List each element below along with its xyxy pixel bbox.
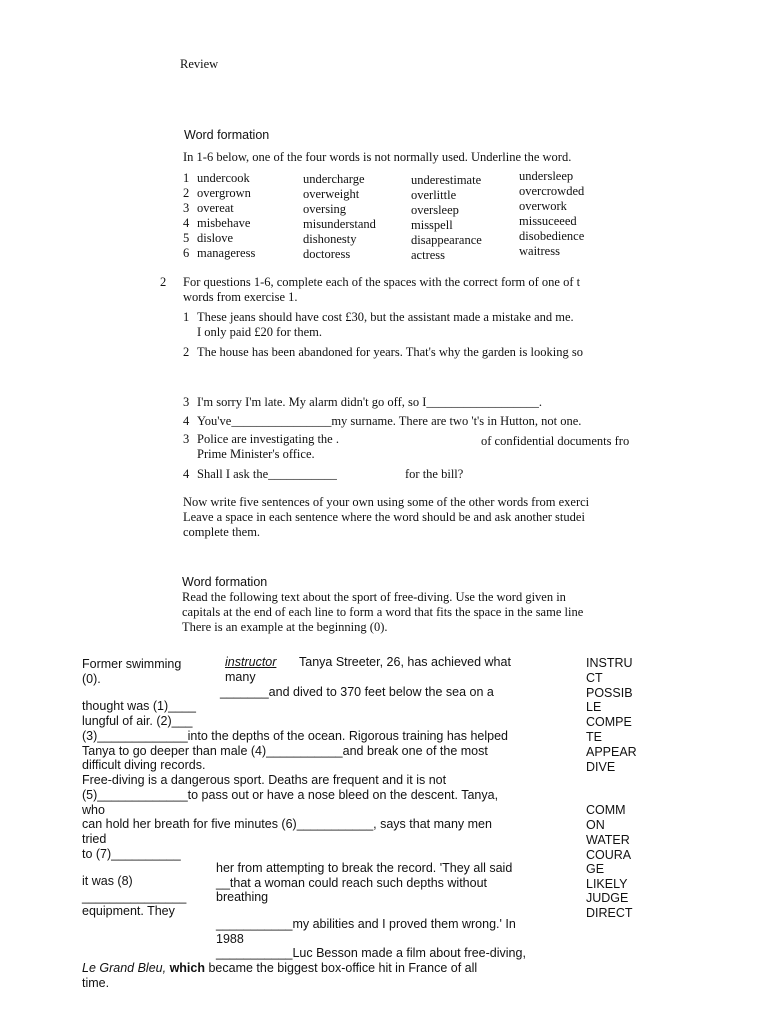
section-heading: Word formation xyxy=(182,575,268,589)
passage-line: __that a woman could reach such depths without xyxy=(216,876,488,890)
question-number: 4 xyxy=(183,467,190,481)
word-option: undersleep xyxy=(519,169,574,183)
word-option: overweight xyxy=(303,187,360,201)
passage-line: _______and dived to 370 feet below the sea on a xyxy=(220,685,494,699)
question-text: I only paid £20 for them. xyxy=(197,325,322,339)
word-option: undercook xyxy=(197,171,250,185)
word-option: dislove xyxy=(197,231,234,245)
word-option: overgrown xyxy=(197,186,251,200)
passage-line: Tanya to go deeper than male (4)___________and break one of the most xyxy=(82,744,488,758)
question-number: 4 xyxy=(183,414,190,428)
passage-line: difficult diving records. xyxy=(82,758,206,772)
word-option: undercharge xyxy=(303,172,365,186)
exercise-instruction: Read the following text about the sport of free-diving. Use the word given in xyxy=(182,590,566,604)
word-table-number: 6 xyxy=(183,246,190,260)
question-number: 3 xyxy=(183,432,190,446)
exercise-instruction: complete them. xyxy=(183,525,261,539)
word-option: actress xyxy=(411,248,446,262)
word-option: misspell xyxy=(411,218,453,232)
word-table-number: 2 xyxy=(183,186,190,200)
passage-line: time. xyxy=(82,976,110,990)
passage-line: can hold her breath for five minutes (6)___________, says that many men xyxy=(82,817,492,831)
section-heading: Word formation xyxy=(184,128,270,142)
word-option: oversing xyxy=(303,202,347,216)
question-text: These jeans should have cost £30, but the assistant made a mistake and me. xyxy=(197,310,574,324)
word-option: disobedience xyxy=(519,229,585,243)
word-option: disappearance xyxy=(411,233,482,247)
keyword: TE xyxy=(586,730,602,744)
word-option: overeat xyxy=(197,201,234,215)
question-text: Shall I ask the___________ xyxy=(197,467,337,481)
word-option: doctoress xyxy=(303,247,351,261)
passage-line: thought was (1)____ xyxy=(82,699,196,713)
keyword: LIKELY xyxy=(586,877,628,891)
question-text: The house has been abandoned for years. That's why the garden is looking so xyxy=(197,345,583,359)
keyword: ON xyxy=(586,818,605,832)
passage-line: 1988 xyxy=(216,932,244,946)
passage-line xyxy=(82,961,477,976)
passage-line: Former swimming xyxy=(82,657,182,671)
exercise-instruction: There is an example at the beginning (0). xyxy=(182,620,388,634)
passage-text: became the biggest box-office hit in France of all xyxy=(208,961,478,975)
keyword: GE xyxy=(586,862,605,876)
passage-line: many xyxy=(225,670,256,684)
exercise-instruction: For questions 1-6, complete each of the spaces with the correct form of one of t xyxy=(183,275,581,289)
passage-line: ___________my abilities and I proved them wrong.' In xyxy=(216,917,516,931)
film-title: Le Grand Bleu, xyxy=(82,961,167,975)
word-option: overcrowded xyxy=(519,184,585,198)
passage-line: her from attempting to break the record. 'They all said xyxy=(216,861,513,875)
passage-line: Tanya Streeter, 26, has achieved what xyxy=(299,655,511,669)
exercise-instruction: Now write five sentences of your own using some of the other words from exerci xyxy=(183,495,590,509)
keyword: WATER xyxy=(586,833,630,847)
keyword: COMM xyxy=(586,803,626,817)
keyword: DIRECT xyxy=(586,906,633,920)
word-option: overwork xyxy=(519,199,567,213)
keyword: DIVE xyxy=(586,760,616,774)
word-option: oversleep xyxy=(411,203,459,217)
exercise-instruction: words from exercise 1. xyxy=(183,290,298,304)
question-text: I'm sorry I'm late. My alarm didn't go off, so I__________________. xyxy=(197,395,543,409)
emphasis-word: which xyxy=(169,961,205,975)
question-text: of confidential documents fro xyxy=(481,434,630,448)
passage-line: _______________ xyxy=(82,890,187,904)
keyword: APPEAR xyxy=(586,745,637,759)
passage-line: breathing xyxy=(216,890,269,904)
question-number: 1 xyxy=(183,310,190,324)
word-table-number: 4 xyxy=(183,216,190,230)
passage-line: Free-diving is a dangerous sport. Deaths are frequent and it is not xyxy=(82,773,447,787)
keyword: INSTRU xyxy=(586,656,633,670)
keyword: COMPE xyxy=(586,715,632,729)
passage-line: ___________Luc Besson made a film about free-diving, xyxy=(216,946,526,960)
exercise-instruction: Leave a space in each sentence where the word should be and ask another studei xyxy=(183,510,585,524)
exercise-instruction: In 1-6 below, one of the four words is not normally used. Underline the word. xyxy=(183,150,572,164)
question-number: 3 xyxy=(183,395,190,409)
passage-line: to (7)__________ xyxy=(82,847,181,861)
word-option: waitress xyxy=(519,244,560,258)
exercise-number: 2 xyxy=(160,275,167,289)
word-table-number: 5 xyxy=(183,231,190,245)
word-option: dishonesty xyxy=(303,232,357,246)
word-option: manageress xyxy=(197,246,256,260)
keyword: CT xyxy=(586,671,603,685)
keyword: COURA xyxy=(586,848,632,862)
word-option: misunderstand xyxy=(303,217,376,231)
passage-line: equipment. They xyxy=(82,904,175,918)
keyword: LE xyxy=(586,700,602,714)
word-option: missuceeed xyxy=(519,214,577,228)
passage-line: lungful of air. (2)___ xyxy=(82,714,193,728)
question-text: Prime Minister's office. xyxy=(197,447,315,461)
word-table-number: 3 xyxy=(183,201,190,215)
word-option: underestimate xyxy=(411,173,482,187)
passage-line: (0). xyxy=(82,672,101,686)
keyword: POSSIB xyxy=(586,686,633,700)
question-text: for the bill? xyxy=(405,467,464,481)
exercise-instruction: capitals at the end of each line to form a word that fits the space in the same line xyxy=(182,605,584,619)
question-text: Police are investigating the . xyxy=(197,432,339,446)
keyword: JUDGE xyxy=(586,891,629,905)
example-answer: instructor xyxy=(225,655,277,669)
passage-line: tried xyxy=(82,832,107,846)
word-option: overlittle xyxy=(411,188,457,202)
passage-line: it was (8) xyxy=(82,874,133,888)
passage-line: who xyxy=(82,803,105,817)
page-title: Review xyxy=(180,57,219,71)
word-table-number: 1 xyxy=(183,171,190,185)
passage-line: (5)_____________to pass out or have a nose bleed on the descent. Tanya, xyxy=(82,788,499,802)
question-text: You've________________my surname. There are two 't's in Hutton, not one. xyxy=(197,414,582,428)
word-option: misbehave xyxy=(197,216,251,230)
question-number: 2 xyxy=(183,345,190,359)
passage-line: (3)_____________into the depths of the ocean. Rigorous training has helped xyxy=(82,729,509,743)
